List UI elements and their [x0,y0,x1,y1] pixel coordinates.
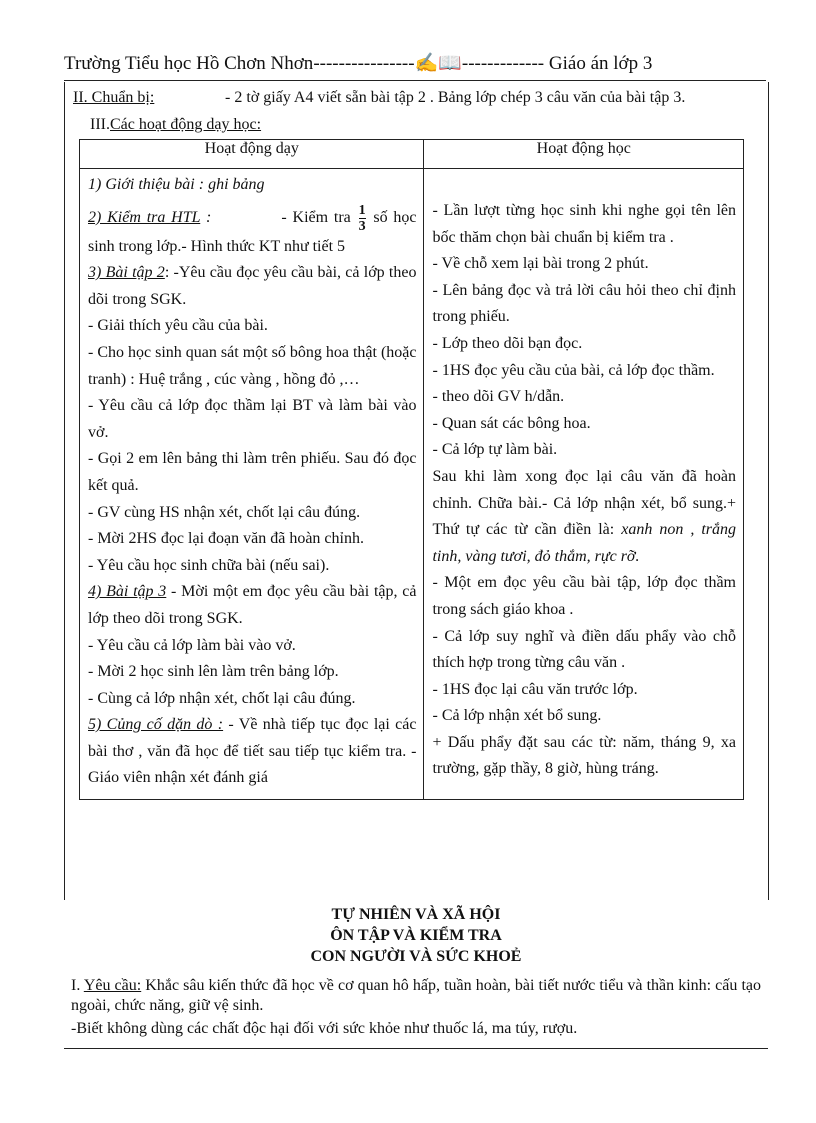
footer-divider [64,1048,768,1049]
pen-book-icon: ✍📖 [414,53,462,74]
activities-heading: III.Các hoạt động dạy học: [90,116,262,133]
header-divider [64,80,766,81]
teacher-step: - Giải thích yêu cầu của bài. [88,317,268,335]
answer-words: xanh non , trắng tinh, vàng tươi, đỏ thắm, rực rỡ. [432,521,736,565]
student-step: - Quan sát các bông hoa. [432,414,591,432]
teacher-step: - Cùng cả lớp nhận xét, chốt lại câu đúng. [88,689,356,707]
preparation-text: - 2 tờ giấy A4 viết sẵn bài tập 2 . Bảng lớp chép 3 câu văn của bài tập 3. [225,89,686,106]
requirements-line: I. Yêu cầu: Khắc sâu kiến thức đã học về cơ quan hô hấp, tuần hoàn, bài tiết nước tiểu và thần kinh: cấu tạo ngoài, chức năng, giữ vệ sinh. [71,977,761,1014]
student-step: - 1HS đọc yêu cầu của bài, cả lớp đọc thầm. [432,361,715,379]
teacher-step: - Yêu cầu cả lớp đọc thầm lại BT và làm bài vào vở. [88,397,417,441]
student-step: - Một em đọc yêu cầu bài tập, lớp đọc thầm trong sách giáo khoa . [432,574,736,618]
student-step: - Cả lớp suy nghĩ và điền dấu phẩy vào chỗ thích hợp trong từng câu văn . [432,627,736,672]
header-dashes-left: ---------------- [313,53,415,74]
wrapup-item: 5) Củng cố dặn dò : - Về nhà tiếp tục đọc lại các bài thơ , văn đã học để tiết sau tiếp tục kiểm tra. - Giáo viên nhận xét đánh giá [88,716,417,787]
intro-label: 1) Giới thiệu bài : [88,176,205,193]
exercise3-item: 4) Bài tập 3 - Mời một em đọc yêu cầu bài tập, cả lớp theo dõi trong SGK. [88,583,417,627]
exercise2-item: 3) Bài tập 2: -Yêu cầu đọc yêu cầu bài, cả lớp theo dõi trong SGK. [88,264,417,308]
teacher-step: - Yêu cầu cả lớp làm bài vào vở. [88,636,296,654]
activities-label: Các hoạt động dạy học: [109,116,262,133]
check-item: 2) Kiểm tra HTL : - Kiểm tra $\frac{1}{3}$ số học sinh trong lớp.- Hình thức KT như tiết 5 [88,202,417,255]
preparation-line [73,87,686,109]
teacher-step: - Yêu cầu học sinh chữa bài (nếu sai). [88,556,330,574]
student-step: - Lên bảng đọc và trả lời câu hỏi theo chỉ định trong phiếu. [432,281,736,326]
lesson-activities-table [79,139,744,800]
teacher-step: - Gọi 2 em lên bảng thi làm trên phiếu. Sau đó đọc kết quả. [88,450,417,494]
student-step: Sau khi làm xong đọc lại câu văn đã hoàn chỉnh. Chữa bài.- Cả lớp nhận xét, bổ sung.+ Thứ tự các từ cần điền là: xanh non , trắng tinh, vàng tươi, đỏ thắm, rực rỡ. [432,467,736,565]
intro-item: 1) Giới thiệu bài : ghi bảng [88,176,265,193]
student-activities-cell [424,169,744,800]
section-title-1: ÔN TẬP VÀ KIỂM TRA [330,927,502,944]
teacher-step: - Mời 2 học sinh lên làm trên bảng lớp. [88,663,339,681]
school-name: Trường Tiểu học Hồ Chơn Nhơn [64,53,314,74]
column-header-student: Hoạt động học [424,140,744,169]
requirements-block [71,976,761,1039]
fraction-one-third: $\frac{1}{3}$ [358,202,366,234]
student-step: - Lần lượt từng học sinh khi nghe gọi tên lên bốc thăm chọn bài chuẩn bị kiểm tra . [432,202,736,246]
page-header [64,52,768,76]
student-step: - Cả lớp tự làm bài. [432,441,558,459]
requirements-line-2: -Biết không dùng các chất độc hại đối với sức khỏe như thuốc lá, ma túy, rượu. [71,1020,578,1037]
student-step: - Cả lớp nhận xét bổ sung. [432,707,602,725]
student-step: + Dấu phẩy đặt sau các từ: năm, tháng 9, xa trường, gặp thầy, 8 giờ, hùng tráng. [432,733,736,778]
section-title-2: CON NGƯỜI VÀ SỨC KHOẺ [310,948,522,965]
student-step: - Về chỗ xem lại bài trong 2 phút. [432,255,649,273]
wrapup-label: 5) Củng cố dặn dò : [88,716,224,734]
lesson-plan-title: Giáo án lớp 3 [548,53,653,74]
teacher-step: - Mời 2HS đọc lại đoạn văn đã hoàn chỉnh. [88,530,364,548]
exercise3-label: 4) Bài tập 3 [88,583,167,601]
check-label: 2) Kiểm tra HTL [88,208,201,226]
teacher-activities-cell [80,169,424,800]
student-step: - Lớp theo dõi bạn đọc. [432,334,583,352]
student-step: - 1HS đọc lại câu văn trước lớp. [432,680,638,698]
column-header-teacher: Hoạt động dạy [80,140,424,169]
requirements-label: Yêu cầu: [83,977,142,994]
header-dashes-right: ------------- [461,53,545,74]
teacher-step: - GV cùng HS nhận xét, chốt lại câu đúng. [88,503,361,521]
subject-heading: TỰ NHIÊN VÀ XÃ HỘI [331,906,501,923]
preparation-label: II. Chuẩn bị: [73,89,155,106]
student-step: - theo dõi GV h/dẫn. [432,388,565,406]
exercise2-label: 3) Bài tập 2 [88,264,165,282]
teacher-step: - Cho học sinh quan sát một số bông hoa thật (hoặc tranh) : Huệ trắng , cúc vàng , hồng đỏ ,… [88,343,417,388]
